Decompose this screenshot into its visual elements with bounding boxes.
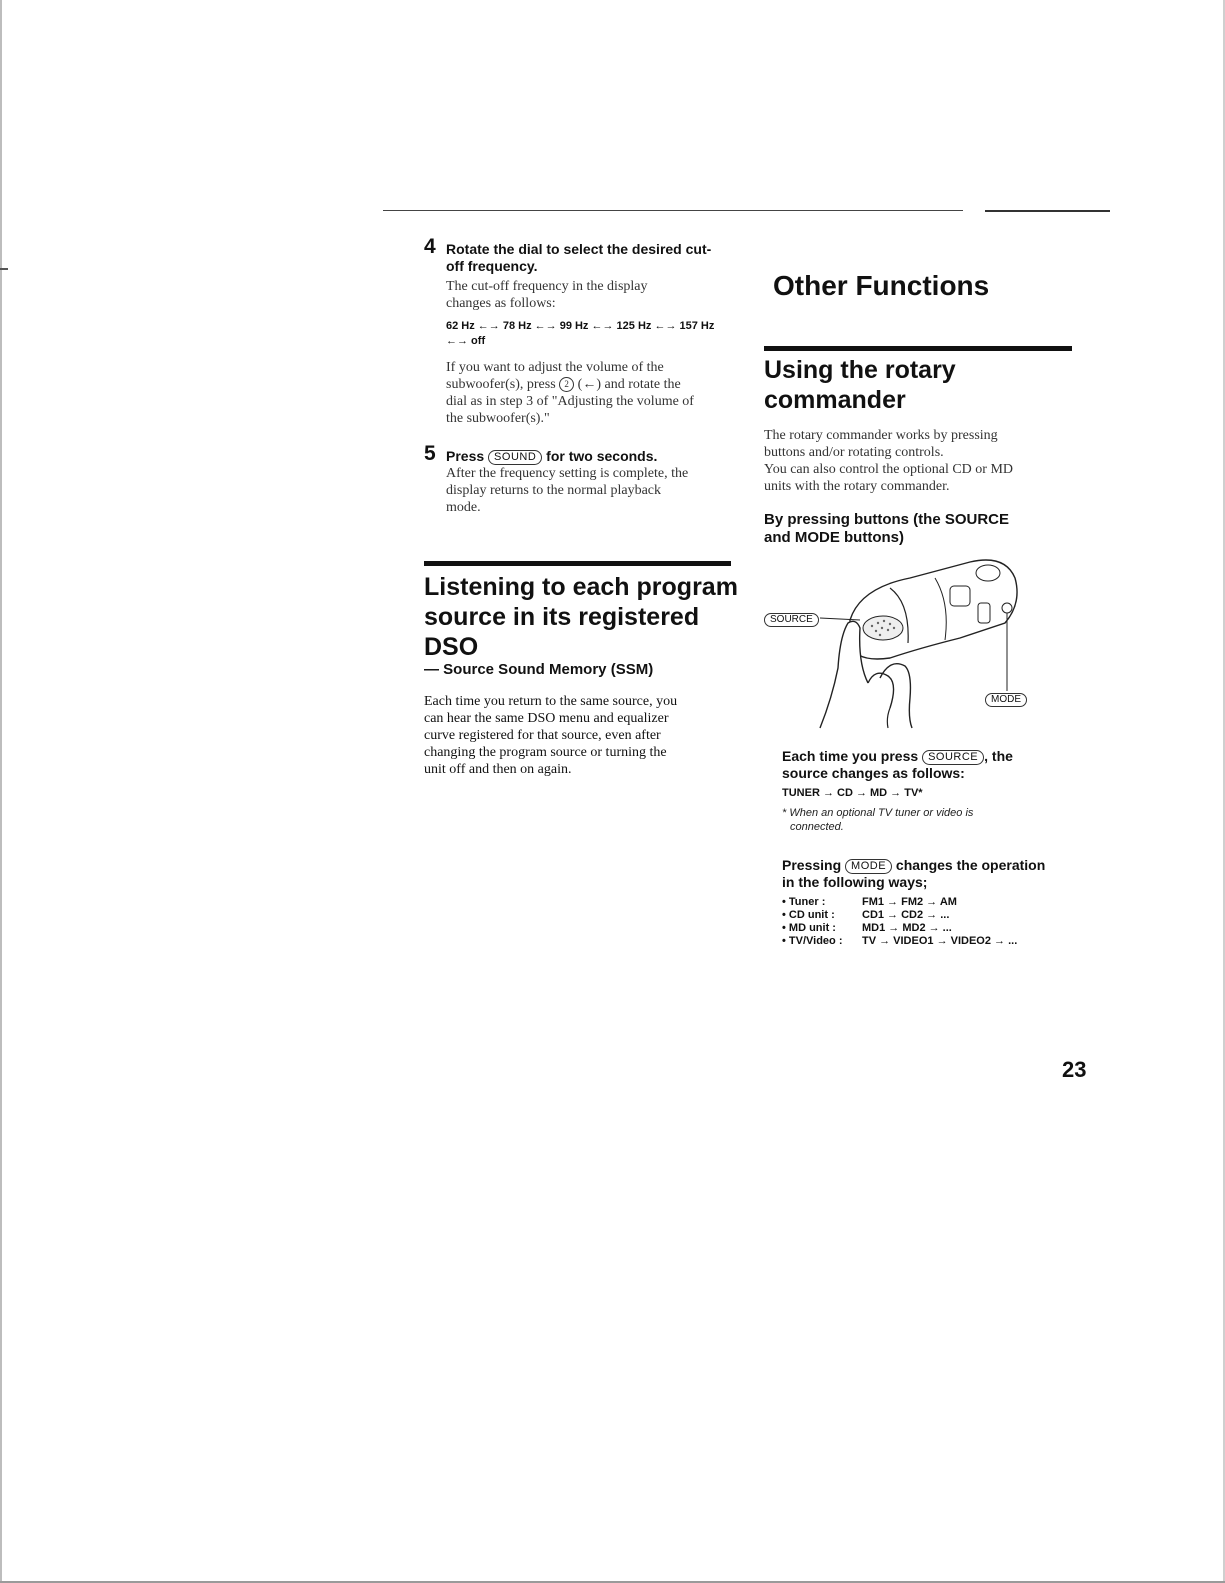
ssm-heading: Listening to each program source in its registered DSO: [424, 573, 738, 661]
page-edge-left: [0, 0, 2, 1583]
source-change-text: Each time you press SOURCE , the source changes as follows:: [782, 748, 1013, 781]
section-rule-rotary: [764, 346, 1072, 351]
list-item: • CD unit : CD1 → CD2 → ...: [782, 909, 950, 921]
other-functions-heading: Other Functions: [773, 270, 990, 301]
list-item: • Tuner : FM1 → FM2 → AM: [782, 896, 957, 908]
ssm-body: Each time you return to the same source, you can hear the same DSO menu and equalizer curve registered for that source, even after changing the program source or turning the unit off and then on again.: [424, 694, 678, 777]
source-sequence: TUNER → CD → MD → TV*: [782, 787, 923, 799]
frequency-sequence: 62 Hz ←→ 78 Hz ←→ 99 Hz ←→ 125 Hz ←→ 157 Hz ←→ off: [446, 320, 715, 347]
section-rule-ssm: [424, 561, 731, 566]
source-button-icon: SOURCE: [922, 750, 984, 765]
mode-list: [782, 896, 1017, 948]
step-4-title: Rotate the dial to select the desired cut- off frequency.: [446, 241, 712, 274]
step-4-body: The cut-off frequency in the display changes as follows:: [446, 279, 648, 311]
figure-mode-label: [985, 691, 1027, 709]
button-2-icon: 2: [559, 377, 574, 392]
list-item: • MD unit : MD1 → MD2 → ...: [782, 922, 952, 934]
rotary-subheading: By pressing buttons (the SOURCE and MODE buttons): [764, 511, 1010, 546]
figure-source-label: [764, 611, 819, 629]
step-5-title: Press SOUND for two seconds.: [446, 448, 658, 464]
mode-button-icon: MODE: [845, 859, 892, 874]
mode-button-icon: MODE: [985, 693, 1027, 707]
step-5-body: After the frequency setting is complete, the display returns to the normal playback mode.: [446, 466, 689, 515]
source-button-icon: SOURCE: [764, 613, 819, 627]
page-number: 23: [1062, 1057, 1087, 1082]
rotary-heading: Using the rotary commander: [764, 356, 956, 414]
mode-change-text: Pressing MODE changes the operation in the following ways;: [782, 857, 1046, 890]
header-rule-right: [985, 210, 1110, 212]
step-5-number: 5: [424, 442, 436, 465]
header-rule: [383, 210, 963, 211]
ssm-subtitle: — Source Sound Memory (SSM): [424, 661, 654, 678]
sound-button-icon: SOUND: [488, 450, 542, 465]
step-4-paragraph: If you want to adjust the volume of the subwoofer(s), press 2 (←) and rotate the dial as in step 3 of "Adjusting the volume of the subwoofer(s).": [446, 360, 694, 426]
margin-tick: [0, 268, 8, 270]
rotary-body: The rotary commander works by pressing buttons and/or rotating controls. You can also control the optional CD or MD units with the rotary commander.: [764, 428, 1013, 494]
step-4-number: 4: [424, 235, 436, 258]
tv-footnote: * When an optional TV tuner or video is connected.: [782, 807, 974, 833]
list-item: • TV/Video : TV → VIDEO1 → VIDEO2 → ...: [782, 935, 1018, 947]
